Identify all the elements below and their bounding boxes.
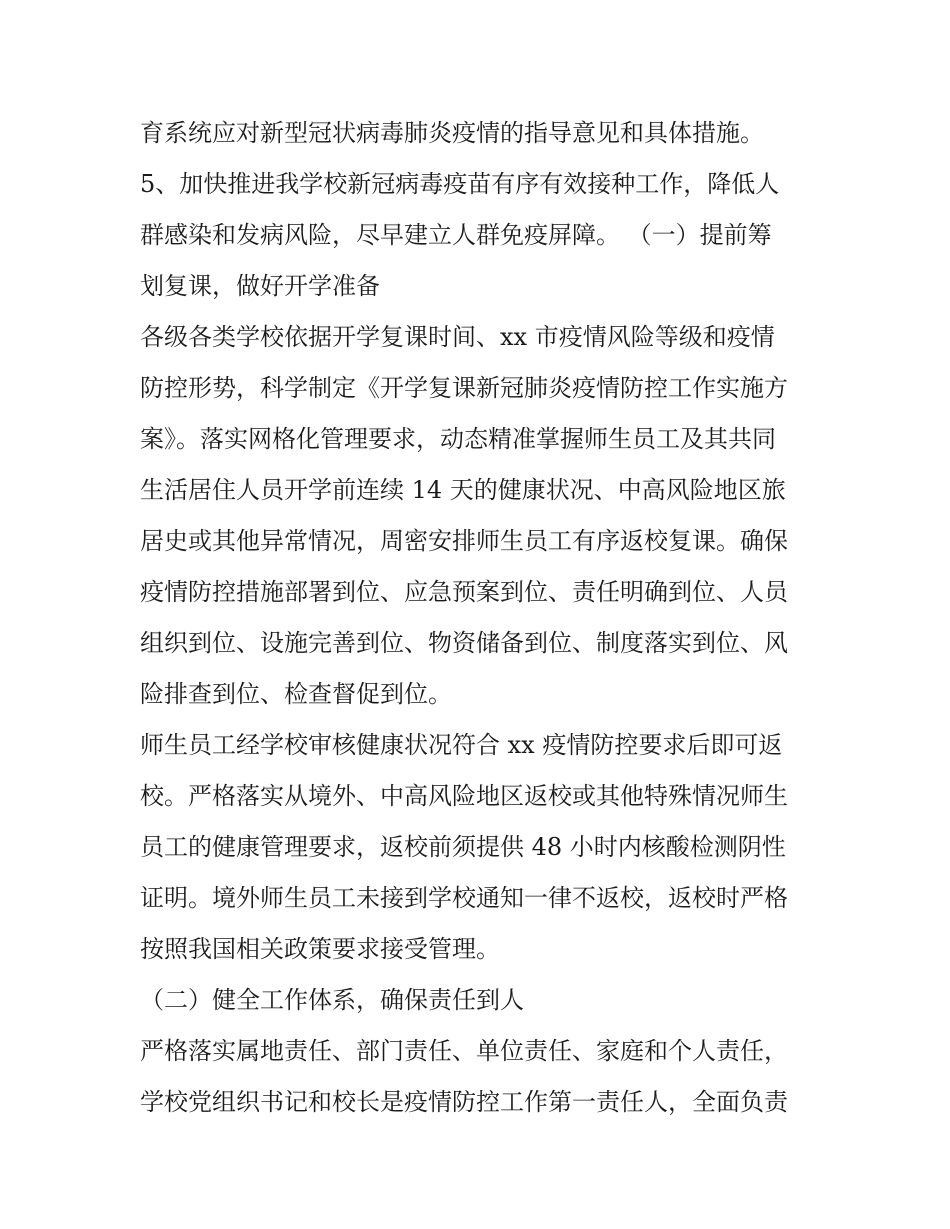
text-line: 防控形势，科学制定《开学复课新冠肺炎疫情防控工作实施方 (140, 374, 788, 402)
document-body (140, 108, 820, 1128)
text-line: 校。严格落实从境外、中高风险地区返校或其他特殊情况师生 (140, 782, 788, 810)
text-line: 险排查到位、检查督促到位。 (140, 680, 452, 708)
text-line: 案》。落实网格化管理要求，动态精准掌握师生员工及其共同 (140, 425, 776, 453)
text-line: 育系统应对新型冠状病毒肺炎疫情的指导意见和具体措施。 (140, 119, 764, 147)
text-line: 生活居住人员开学前连续 14 天的健康状况、中高风险地区旅 (140, 476, 786, 504)
section-heading: （二）健全工作体系，确保责任到人 (140, 986, 524, 1014)
text-line: 师生员工经学校审核健康状况符合 xx 疫情防控要求后即可返 (140, 731, 783, 759)
text-line: 5、加快推进我学校新冠病毒疫苗有序有效接种工作，降低人 (140, 170, 780, 198)
text-line: 疫情防控措施部署到位、应急预案到位、责任明确到位、人员 (140, 578, 788, 606)
text-line: 居史或其他异常情况，周密安排师生员工有序返校复课。确保 (140, 527, 788, 555)
text-line: 划复课，做好开学准备 (140, 272, 380, 300)
text-line: 证明。境外师生员工未接到学校通知一律不返校，返校时严格 (140, 884, 788, 912)
text-line: 组织到位、设施完善到位、物资储备到位、制度落实到位、风 (140, 629, 788, 657)
text-line: 按照我国相关政策要求接受管理。 (140, 935, 500, 963)
text-line: 学校党组织书记和校长是疫情防控工作第一责任人，全面负责 (140, 1088, 788, 1116)
text-line: 严格落实属地责任、部门责任、单位责任、家庭和个人责任， (140, 1037, 788, 1065)
text-line: 员工的健康管理要求，返校前须提供 48 小时内核酸检测阴性 (140, 833, 786, 861)
text-line: 各级各类学校依据开学复课时间、xx 市疫情风险等级和疫情 (140, 323, 775, 351)
text-line: 群感染和发病风险，尽早建立人群免疫屏障。 （一）提前筹 (140, 221, 772, 249)
